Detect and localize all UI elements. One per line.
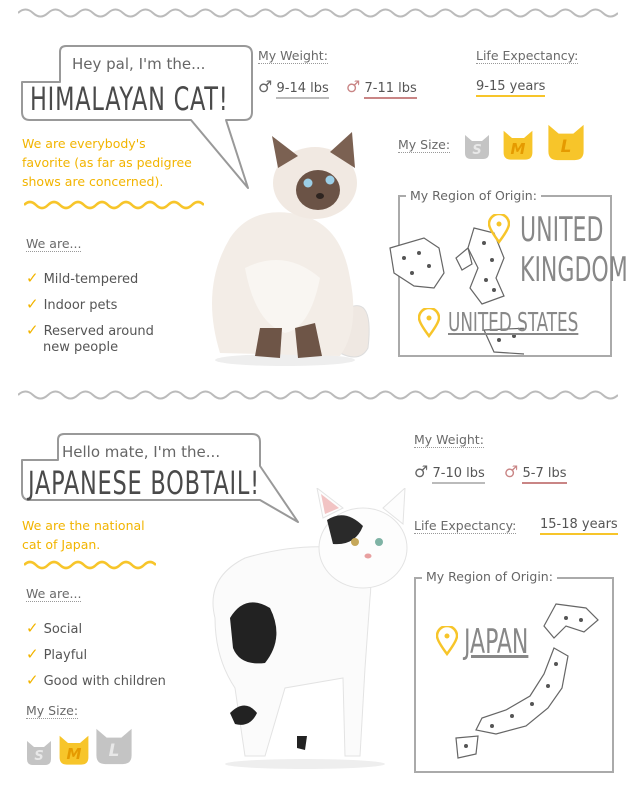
himalayan-weight-label: My Weight: xyxy=(258,48,328,63)
location-pin-icon xyxy=(436,626,458,656)
size-s-label: S xyxy=(472,143,482,158)
bobtail-description xyxy=(22,516,145,554)
himalayan-trait-list xyxy=(26,270,154,356)
male-symbol-icon: ♂ xyxy=(258,77,273,96)
weight-male-value: 7-10 lbs xyxy=(432,466,484,484)
weight-female-value: 7-11 lbs xyxy=(364,81,416,99)
trait-item-continued: new people xyxy=(43,340,119,355)
himalayan-breed-name: HIMALAYAN CAT! xyxy=(30,80,229,118)
female-symbol-icon: ♂ xyxy=(504,462,519,481)
check-icon: ✓ xyxy=(26,645,39,663)
weight-male-value: 9-14 lbs xyxy=(276,81,328,99)
origin-country-us: UNITED STATES xyxy=(448,308,579,338)
himalayan-description xyxy=(22,134,192,191)
himalayan-description-line: favorite (as far as pedigree xyxy=(22,155,192,170)
bobtail-weight-female xyxy=(504,462,567,481)
check-icon: ✓ xyxy=(26,295,39,313)
bobtail-description-line: cat of Japan. xyxy=(22,537,101,552)
bobtail-description-line: We are the national xyxy=(22,518,145,533)
himalayan-weight-male xyxy=(258,77,329,96)
himalayan-we-are-label: We are... xyxy=(26,236,82,251)
female-symbol-icon: ♂ xyxy=(346,77,361,96)
himalayan-description-line: shows are concerned). xyxy=(22,174,164,189)
size-m-label: M xyxy=(66,745,82,764)
size-l-label: L xyxy=(560,136,572,157)
cat-head-icon-large xyxy=(92,723,136,767)
trait-label: Mild-tempered xyxy=(43,272,139,287)
cat-head-icon-medium xyxy=(500,126,536,162)
origin-country-uk-line2: KINGDOM xyxy=(520,250,628,290)
trait-item xyxy=(26,620,166,638)
trait-item xyxy=(26,322,154,340)
himalayan-yellow-wave xyxy=(24,198,204,212)
trait-item xyxy=(26,672,166,690)
himalayan-life-value: 9-15 years xyxy=(476,79,545,97)
bobtail-we-are-label: We are... xyxy=(26,586,82,601)
check-icon: ✓ xyxy=(26,269,39,287)
bobtail-trait-list xyxy=(26,620,166,690)
size-m-label: M xyxy=(510,140,526,159)
trait-item xyxy=(26,270,154,288)
middle-wavy-divider xyxy=(18,388,618,402)
origin-country-uk-line1: UNITED xyxy=(520,210,604,250)
location-pin-icon xyxy=(488,214,510,244)
bobtail-weight-male xyxy=(414,462,485,481)
check-icon: ✓ xyxy=(26,671,39,689)
himalayan-origin-label: My Region of Origin: xyxy=(406,188,541,203)
trait-item xyxy=(26,296,154,314)
himalayan-weight-female xyxy=(346,77,417,96)
cat-head-icon-small xyxy=(462,131,492,161)
trait-label: Indoor pets xyxy=(43,298,118,313)
origin-country-japan: JAPAN xyxy=(464,622,529,662)
himalayan-description-line: We are everybody's xyxy=(22,136,146,151)
bobtail-origin-label: My Region of Origin: xyxy=(422,569,557,584)
bobtail-weight-label: My Weight: xyxy=(414,432,484,447)
bobtail-size-label: My Size: xyxy=(26,703,79,718)
top-wavy-divider xyxy=(18,6,618,20)
bobtail-life-label: Life Expectancy: xyxy=(414,518,517,533)
location-pin-icon xyxy=(418,308,440,338)
trait-label: Reserved around xyxy=(43,324,154,339)
trait-label: Good with children xyxy=(43,674,166,689)
weight-female-value: 5-7 lbs xyxy=(522,466,566,484)
himalayan-size-label: My Size: xyxy=(398,137,451,152)
cat-head-icon-medium xyxy=(56,731,92,767)
himalayan-life-label: Life Expectancy: xyxy=(476,48,579,63)
cat-head-icon-small xyxy=(24,737,54,767)
bobtail-cat-photo xyxy=(205,488,410,770)
cat-head-icon-large xyxy=(544,119,588,163)
bobtail-greeting: Hello mate, I'm the... xyxy=(62,443,221,461)
himalayan-cat-photo xyxy=(190,128,380,368)
trait-label: Playful xyxy=(43,648,88,663)
bobtail-breed-name: JAPANESE BOBTAIL! xyxy=(28,464,260,502)
check-icon: ✓ xyxy=(26,321,39,339)
trait-label: Social xyxy=(43,622,83,637)
check-icon: ✓ xyxy=(26,619,39,637)
himalayan-greeting: Hey pal, I'm the... xyxy=(72,55,206,73)
male-symbol-icon: ♂ xyxy=(414,462,429,481)
size-l-label: L xyxy=(108,740,120,761)
bobtail-life-value: 15-18 years xyxy=(540,517,618,535)
bobtail-yellow-wave xyxy=(24,558,156,572)
size-s-label: S xyxy=(34,749,44,764)
trait-item xyxy=(26,646,166,664)
